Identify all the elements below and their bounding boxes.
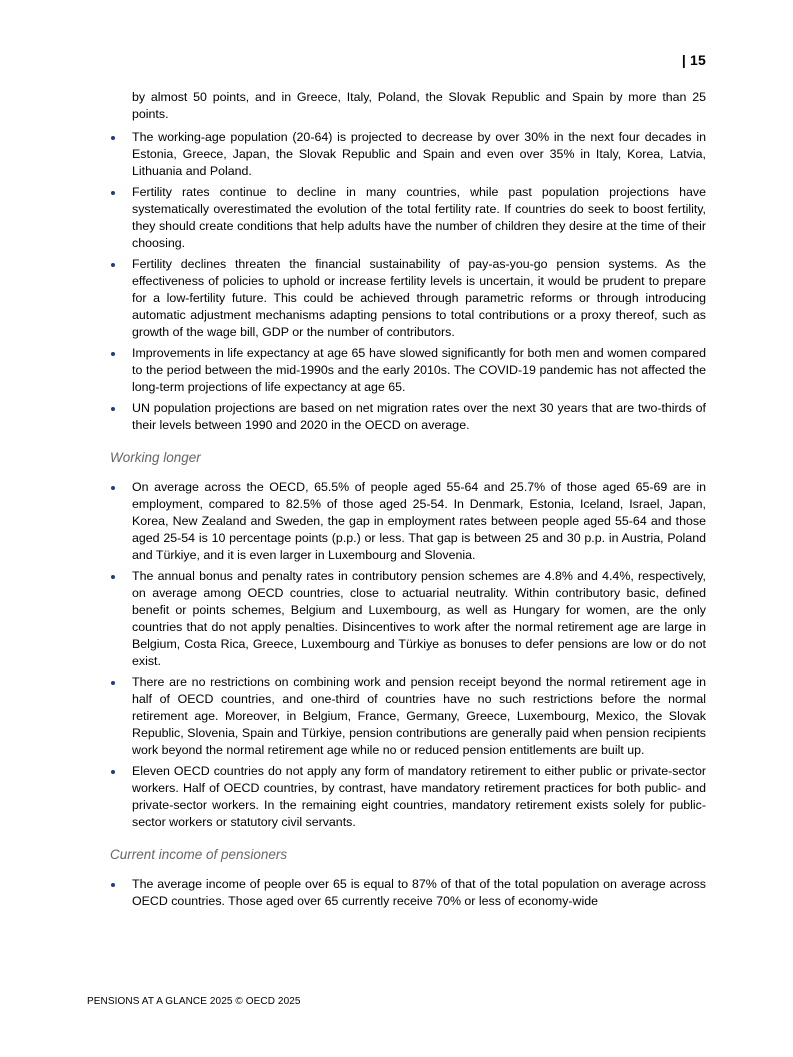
bullet-icon: [111, 883, 115, 887]
list-item-text: Improvements in life expectancy at age 65 have slowed significantly for both men and women compared to the period between the mid-1990s and the early 2010s. The COVID-19 pandemic has not affected the long-term projections of life expectancy at age 65.: [132, 346, 706, 394]
page-footer: PENSIONS AT A GLANCE 2025 © OECD 2025: [87, 996, 301, 1007]
bullet-icon: [111, 681, 115, 685]
list-item: [110, 674, 706, 759]
list-item-text: The annual bonus and penalty rates in contributory pension schemes are 4.8% and 4.4%, respectively, on average among OECD countries, close to actuarial neutrality. Within contributory basic, defined benefit or points schemes, Belgium and Luxembourg, as well as Hungary for women, are the only countries that do not apply penalties. Disincentives to work after the normal retirement age are large in Belgium, Costa Rica, Greece, Luxembourg and Türkiye as bonuses to defer pensions are low or do not exist.: [132, 569, 706, 668]
bullet-icon: [111, 575, 115, 579]
list-item-text: The working-age population (20-64) is projected to decrease by over 30% in the next four decades in Estonia, Greece, Japan, the Slovak Republic and Spain and even over 35% in Italy, Korea, Latvia, Lithuania and Poland.: [132, 130, 706, 178]
list-item-text: Fertility declines threaten the financial sustainability of pay-as-you-go pension systems. As the effectiveness of policies to uphold or increase fertility levels is uncertain, it would be prudent to prepare for a low-fertility future. This could be achieved through parametric reforms or through introducing automatic adjustment mechanisms adapting pensions to total contributions or a proxy thereof, such as growth of the wage bill, GDP or the number of contributors.: [132, 257, 706, 339]
bullet-icon: [111, 263, 115, 267]
list-item: [110, 256, 706, 341]
bullet-icon: [111, 191, 115, 195]
list-item-text: There are no restrictions on combining work and pension receipt beyond the normal retirement age in half of OECD countries, and one-third of countries have no such restrictions before the normal retirement age. Moreover, in Belgium, France, Germany, Greece, Luxembourg, Mexico, the Slovak Republic, Slovenia, Spain and Türkiye, pension contributions are generally paid when pension recipients work beyond the normal retirement age while no or reduced pension entitlements are built up.: [132, 675, 706, 757]
bullet-icon: [111, 136, 115, 140]
list-item: [110, 479, 706, 564]
section-heading-current-income: Current income of pensioners: [110, 847, 288, 862]
list-item-text: On average across the OECD, 65.5% of people aged 55-64 and 25.7% of those aged 65-69 are in employment, compared to 82.5% of those aged 25-54. In Denmark, Estonia, Iceland, Israel, Japan, Korea, New Zealand and Sweden, the gap in employment rates between people aged 55-64 and those aged 25-54 is 10 percentage points (p.p.) or less. That gap is between 25 and 30 p.p. in Austria, Poland and Türkiye, and it is even larger in Luxembourg and Slovenia.: [132, 480, 706, 562]
list-item: [110, 345, 706, 396]
list-item: [110, 400, 706, 434]
list-item: [110, 129, 706, 180]
intro-bullet-list: [110, 129, 706, 434]
list-item-text: Fertility rates continue to decline in many countries, while past population projections have systematically overestimated the evolution of the total fertility rate. If countries do seek to boost fertility, they should create conditions that help adults have the number of children they desire at the time of their choosing.: [132, 185, 706, 250]
paragraph-continuation: by almost 50 points, and in Greece, Italy, Poland, the Slovak Republic and Spain by more than 25 points.: [132, 90, 706, 121]
bullet-icon: [111, 486, 115, 490]
current-income-bullet-list: [110, 876, 706, 910]
list-item: [110, 763, 706, 831]
page-content: [110, 89, 706, 914]
page-number: | 15: [681, 52, 706, 68]
list-item: [110, 876, 706, 910]
bullet-icon: [111, 407, 115, 411]
bullet-icon: [111, 770, 115, 774]
list-item-text: UN population projections are based on net migration rates over the next 30 years that are two-thirds of their levels between 1990 and 2020 in the OECD on average.: [132, 401, 706, 432]
working-longer-bullet-list: [110, 479, 706, 831]
list-item-text: The average income of people over 65 is equal to 87% of that of the total population on average across OECD countries. Those aged over 65 currently receive 70% or less of economy-wide: [132, 877, 706, 908]
list-item: [110, 184, 706, 252]
list-item-text: Eleven OECD countries do not apply any form of mandatory retirement to either public or private-sector workers. Half of OECD countries, by contrast, have mandatory retirement practices for both public- and private-sector workers. In the remaining eight countries, mandatory retirement exists solely for public-sector workers or statutory civil servants.: [132, 764, 706, 829]
section-heading-working-longer: Working longer: [110, 450, 201, 465]
list-item: [110, 568, 706, 670]
bullet-icon: [111, 352, 115, 356]
